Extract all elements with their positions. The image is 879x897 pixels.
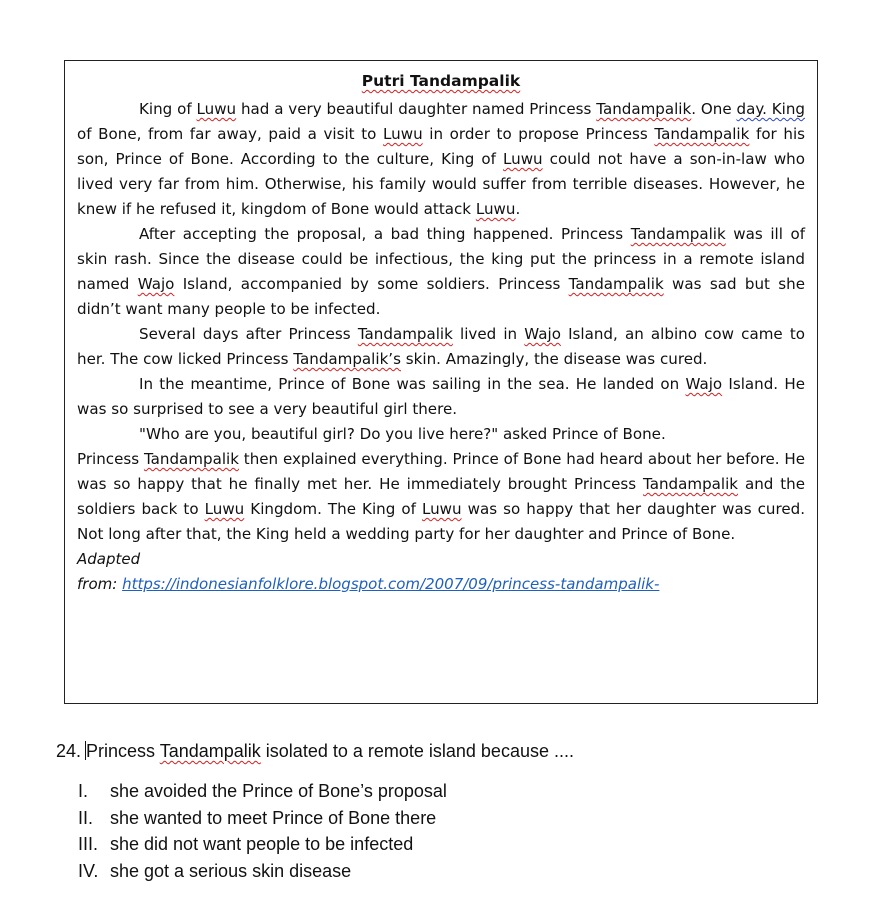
answer-options <box>78 778 447 884</box>
paragraph-1: King of Luwu had a very beautiful daughter named Princess Tandampalik. One day. King of Bone, from far away, paid a visit to Luwu in order to propose Princess Tandampalik for his son, Prince of Bone. According to the culture, King of Luwu could not have a son-in-law who lived very far from him. Otherwise, his family would suffer from terrible diseases. However, he knew if he refused it, kingdom of Bone would attack Luwu. <box>77 100 806 218</box>
option-number: I. <box>78 781 89 801</box>
option-2 <box>78 805 447 832</box>
option-number: IV. <box>78 860 99 881</box>
paragraph-6: Princess Tandampalik then explained everything. Prince of Bone had heard about her before. He was so happy that he finally met her. He immediately brought Princess Tandampalik and the soldiers back to Luwu Kingdom. The King of Luwu was so happy that her daughter was cured. Not long after that, the King held a wedding party for her daughter and Prince of Bone. <box>77 450 806 543</box>
option-1 <box>78 778 447 805</box>
paragraph-3: Several days after Princess Tandampalik lived in Wajo Island, an albino cow came to her. The cow licked Princess Tandampalik’s skin. Amazingly, the disease was cured. <box>77 325 806 368</box>
question-number: 24. <box>56 741 82 761</box>
option-text: she did not want people to be infected <box>110 834 414 854</box>
story-title: Putri Tandampalik <box>361 72 521 90</box>
option-text: she wanted to meet Prince of Bone there <box>110 807 437 828</box>
option-4 <box>78 858 447 885</box>
option-number: II. <box>78 807 94 828</box>
source-link[interactable]: https://indonesianfolklore.blogspot.com/2007/09/princess-tandampalik- <box>122 575 660 593</box>
option-text: she got a serious skin disease <box>110 860 352 881</box>
paragraph-4: In the meantime, Prince of Bone was sailing in the sea. He landed on Wajo Island. He was so surprised to see a very beautiful girl there. <box>77 375 805 418</box>
paragraph-5: "Who are you, beautiful girl? Do you live here?" asked Prince of Bone. <box>139 425 666 443</box>
option-text: she avoided the Prince of Bone’s proposal <box>110 781 447 801</box>
paragraph-2: After accepting the proposal, a bad thing happened. Princess Tandampalik was ill of skin rash. Since the disease could be infectious, the king put the princess in a remote island named Wajo Island, accompanied by some soldiers. Princess Tandampalik was sad but she didn’t want many people to be infected. <box>77 225 806 318</box>
story-box <box>64 60 818 704</box>
option-3: III. she did not want people to be infected <box>78 831 447 858</box>
source-label: Adapted <box>77 550 141 568</box>
question-24: 24. Princess Tandampalik isolated to a remote island because .... <box>56 741 574 761</box>
source-line <box>77 572 805 597</box>
source-prefix: from: <box>77 575 123 593</box>
